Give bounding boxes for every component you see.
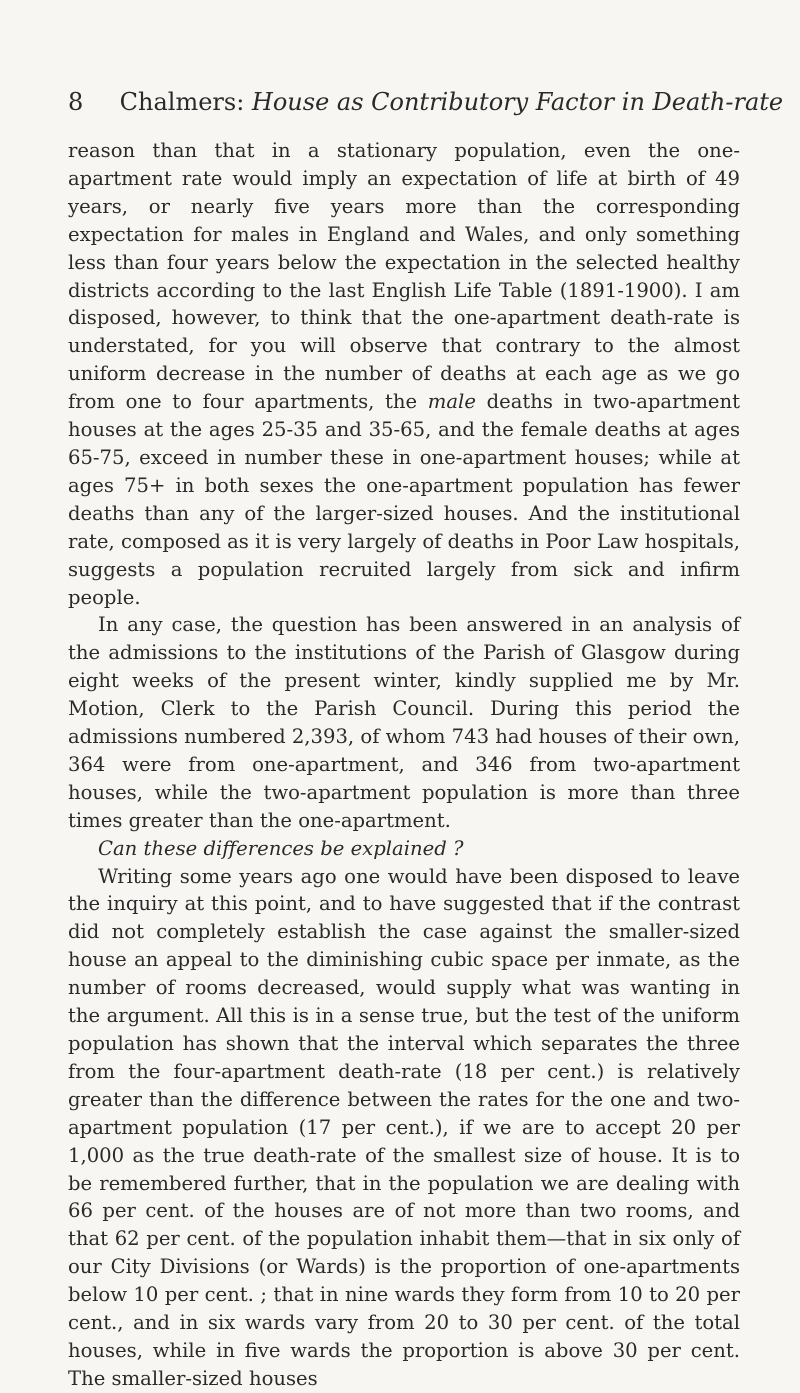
header-author: Chalmers:: [119, 88, 245, 116]
paragraph-1: [68, 137, 740, 611]
paragraph-1-part-a: reason than that in a stationary population, even the one-apartment rate would imply an expectation of life at birth of 49 years, or nearly five years more than the corresponding expectation for males in England and Wales, and only something less than four years below the expectation in the selected healthy districts according to the last English Life Table (1891-1900). I am disposed, however, to think that the one-apartment death-rate is understated, for you will observe that contrary to the almost uniform decrease in the number of deaths at each age as we go from one to four apartments, the: [68, 139, 740, 414]
header-title: House as Contributory Factor in Death-rate: [251, 88, 784, 116]
paragraph-4: Writing some years ago one would have been disposed to leave the inquiry at this point, and to have suggested that if the contrast did not completely establish the case against the smaller-sized house an appeal to the diminishing cubic space per inmate, as the number of rooms decreased, would supply what was wanting in the argument. All this is in a sense true, but the test of the uniform population has shown that the interval which separates the three from the four-apartment death-rate (18 per cent.) is relatively greater than the difference between the rates for the one and two-apartment population (17 per cent.), if we are to accept 20 per 1,000 as the true death-rate of the smallest size of house. It is to be remembered further, that in the population we are dealing with 66 per cent. of the houses are of not more than two rooms, and that 62 per cent. of the population inhabit them—that in six only of our City Divisions (or Wards) is the proportion of one-apartments below 10 per cent. ; that in nine wards they form from 10 to 20 per cent., and in six wards vary from 20 to 30 per cent. of the total houses, while in five wards the proportion is above 30 per cent. The smaller-sized houses: [68, 864, 740, 1390]
body-text: [68, 137, 740, 1393]
paragraph-3-question: Can these differences be explained ?: [98, 836, 464, 860]
paragraph-2: In any case, the question has been answered in an analysis of the admissions to the institutions of the Parish of Glasgow during eight weeks of the present winter, kindly supplied me by Mr. Motion, Clerk to the Parish Council. During this period the admissions numbered 2,393, of whom 743 had houses of their own, 364 were from one-apartment, and 346 from two-apartment houses, while the two-apartment population is more than three times greater than the one-apartment.: [68, 613, 740, 832]
paragraph-1-part-b: deaths in two-apartment houses at the ages 25-35 and 35-65, and the female deaths at ages 65-75, exceed in number these in one-apartment houses; while at ages 75+ in both sexes the one-apartment population has fewer deaths than any of the larger-sized houses. And the institutional rate, composed as it is very largely of deaths in Poor Law hospitals, suggests a population recruited largely from sick and infirm people.: [68, 390, 741, 609]
page-number: 8: [68, 88, 84, 116]
paragraph-1-emphasis: male: [427, 390, 476, 414]
running-header: [68, 86, 784, 118]
